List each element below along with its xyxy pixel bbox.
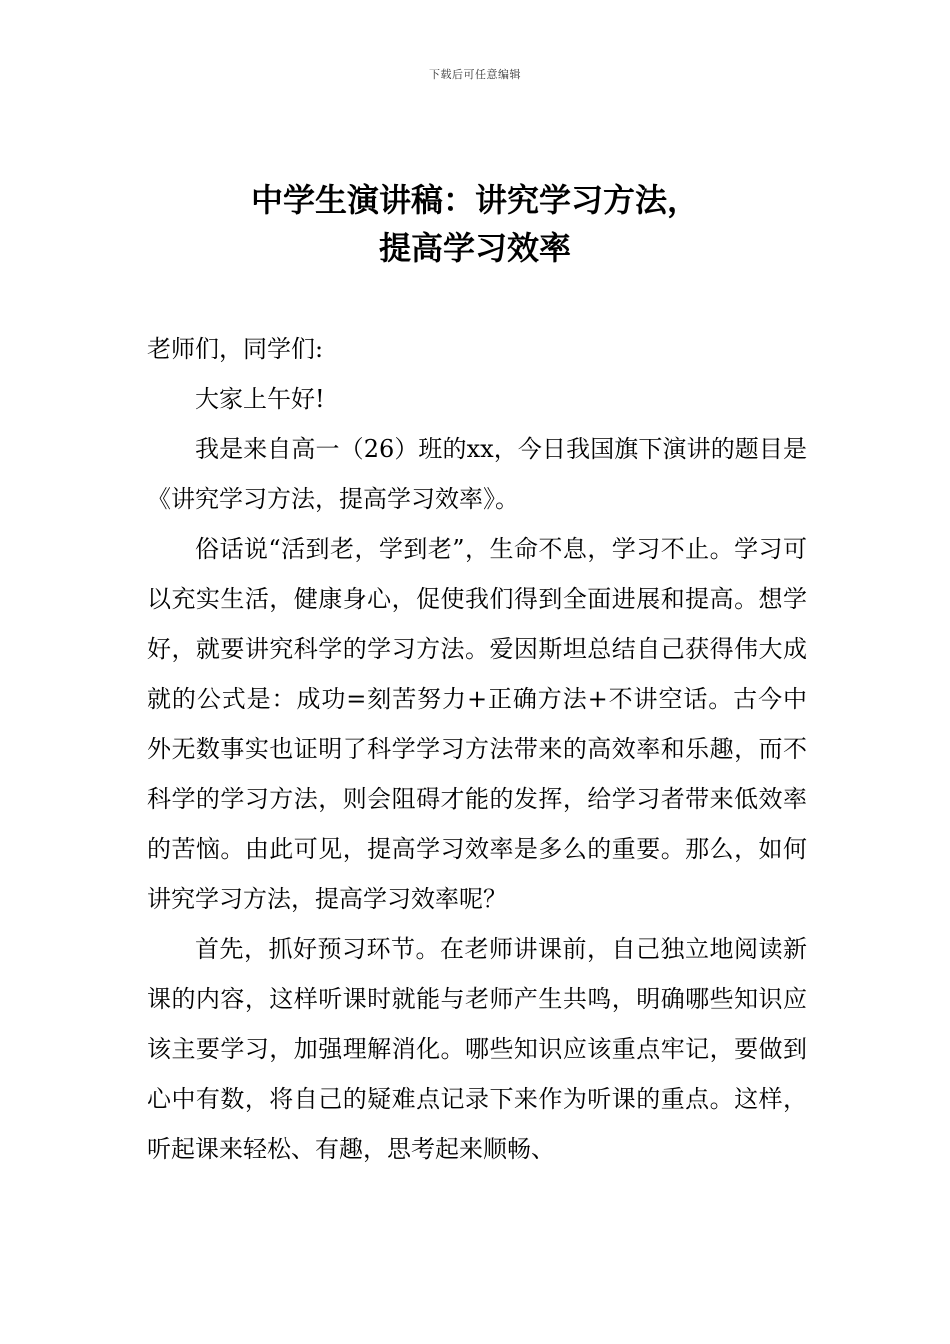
paragraph: 我是来自高一（26）班的xx，今日我国旗下演讲的题目是《讲究学习方法，提高学习效率》。 <box>147 435 807 513</box>
paragraph: 俗话说“活到老，学到老”，生命不息，学习不止。学习可以充实生活，健康身心，促使我们得到全面进展和提高。想学好，就要讲究科学的学习方法。爱因斯坦总结自己获得伟大成就的公式是：成功=刻苦努力+正确方法+不讲空话。古今中外无数事实也证明了科学学习方法带来的高效率和乐趣，而不科学的学习方法，则会阻碍才能的发挥，给学习者带来低效率的苦恼。由此可见，提高学习效率是多么的重要。那么，如何讲究学习方法，提高学习效率呢？ <box>147 535 807 913</box>
title-line-1: 中学生演讲稿：讲究学习方法， <box>250 181 699 219</box>
salutation: 老师们，同学们: <box>147 335 324 363</box>
title-line-2: 提高学习效率 <box>378 229 571 267</box>
paragraph: 首先，抓好预习环节。在老师讲课前，自己独立地阅读新课的内容，这样听课时就能与老师产生共鸣，明确哪些知识应该主要学习，加强理解消化。哪些知识应该重点牢记，要做到心中有数，将自己的疑难点记录下来作为听课的重点。这样，听起课来轻松、有趣，思考起来顺畅、 <box>147 935 807 1163</box>
greeting: 大家上午好! <box>195 385 325 413</box>
document-title <box>0 176 950 272</box>
document-body <box>147 324 807 1174</box>
header-note: 下载后可任意编辑 <box>429 68 521 81</box>
